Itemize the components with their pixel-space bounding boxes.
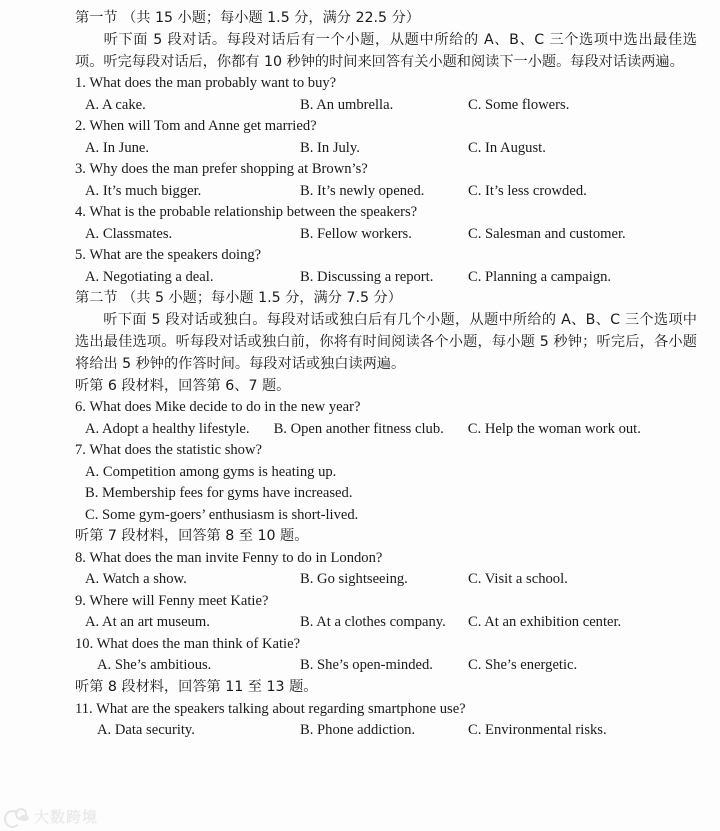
question-11-option-c[interactable]: C. Environmental risks. — [468, 722, 607, 738]
question-11-option-b[interactable]: B. Phone addiction. — [300, 722, 416, 738]
question-8-option-c[interactable]: C. Visit a school. — [468, 571, 568, 588]
question-1-option-c[interactable]: C. Some flowers. — [468, 96, 570, 113]
question-8-stem: 8. What does the man invite Fenny to do in London? — [75, 549, 383, 566]
question-7-stem: 7. What does the statistic show? — [75, 442, 262, 459]
question-4-stem: 4. What is the probable relationship between the speakers? — [75, 204, 418, 221]
question-5-option-a[interactable]: A. Negotiating a deal. — [85, 268, 214, 285]
question-10-option-b[interactable]: B. She’s open-minded. — [300, 657, 433, 674]
question-7-option-a[interactable]: A. Competition among gyms is heating up. — [85, 463, 337, 480]
section-two-heading: 第二节 （共 5 小题；每小题 1.5 分，满分 7.5 分） — [75, 290, 402, 307]
section-one-instruction — [75, 30, 697, 74]
question-2-option-c[interactable]: C. In August. — [468, 139, 546, 156]
question-9-option-a[interactable]: A. At an art museum. — [85, 614, 210, 631]
question-7-option-c[interactable]: C. Some gym-goers’ enthusiasm is short-lived. — [85, 506, 359, 523]
page-content — [75, 8, 700, 742]
question-3-options — [75, 181, 700, 203]
material-8-label: 听第 8 段材料，回答第 11 至 13 题。 — [75, 678, 318, 695]
question-4-options — [75, 224, 700, 246]
question-5-option-b[interactable]: B. Discussing a report. — [300, 268, 434, 285]
logo-arc-shape — [4, 810, 21, 828]
circles-logo-icon — [4, 808, 30, 826]
question-11-option-a[interactable]: A. Data security. — [97, 722, 195, 738]
question-6-options — [75, 419, 700, 441]
section-one-instruction-text: 听下面 5 段对话。每段对话后有一个小题，从题中所给的 A、B、C 三个选项中选出最佳选项。听完每段对话后，你都有 10 秒钟的时间来回答有关小题和阅读下一小题。每段对话读两遍。 — [75, 31, 697, 70]
question-1-stem: 1. What does the man probably want to buy? — [75, 75, 337, 92]
logo-ring-shape — [15, 808, 27, 820]
question-4-option-c[interactable]: C. Salesman and customer. — [468, 225, 626, 242]
question-4-option-a[interactable]: A. Classmates. — [85, 225, 173, 242]
question-10-option-c[interactable]: C. She’s energetic. — [468, 657, 578, 674]
question-1-options — [75, 95, 700, 117]
material-6-label: 听第 6 段材料，回答第 6、7 题。 — [75, 377, 291, 394]
question-2-options — [75, 138, 700, 160]
question-8-option-b[interactable]: B. Go sightseeing. — [300, 571, 408, 588]
question-8-option-a[interactable]: A. Watch a show. — [85, 571, 187, 588]
question-4-option-b[interactable]: B. Fellow workers. — [300, 225, 412, 242]
question-9-options — [75, 612, 700, 634]
question-3-option-a[interactable]: A. It’s much bigger. — [85, 182, 202, 199]
section-one-heading: 第一节 （共 15 小题；每小题 1.5 分，满分 22.5 分） — [75, 10, 420, 26]
watermark — [4, 808, 98, 826]
question-2-option-a[interactable]: A. In June. — [85, 139, 150, 156]
question-3-option-b[interactable]: B. It’s newly opened. — [300, 182, 425, 199]
question-2-option-b[interactable]: B. In July. — [300, 139, 360, 156]
question-1-option-b[interactable]: B. An umbrella. — [300, 96, 394, 113]
material-7-label: 听第 7 段材料，回答第 8 至 10 题。 — [75, 528, 309, 545]
question-5-option-c[interactable]: C. Planning a campaign. — [468, 268, 612, 285]
logo-blob-shape — [20, 815, 29, 821]
question-10-option-a[interactable]: A. She’s ambitious. — [97, 657, 212, 674]
question-7-option-b[interactable]: B. Membership fees for gyms have increased. — [85, 485, 353, 502]
question-11-options — [75, 720, 700, 742]
question-5-stem: 5. What are the speakers doing? — [75, 247, 262, 264]
watermark-text: 大数跨境 — [34, 808, 99, 826]
section-two-instruction-text: 听下面 5 段对话或独白。每段对话或独白后有几个小题，从题中所给的 A、B、C 三个选项中选出最佳选项。听每段对话或独白前，你将有时间阅读各个小题，每小题 5 秒钟；听完后，各小题将给出 5 秒钟的作答时间。每段对话或独白读两遍。 — [75, 312, 697, 372]
question-6-stem: 6. What does Mike decide to do in the new year? — [75, 399, 361, 416]
question-6-option-a[interactable]: A. Adopt a healthy lifestyle. — [85, 420, 250, 437]
question-9-stem: 9. Where will Fenny meet Katie? — [75, 592, 269, 609]
question-2-stem: 2. When will Tom and Anne get married? — [75, 118, 317, 135]
question-3-stem: 3. Why does the man prefer shopping at Brown’s? — [75, 161, 368, 178]
question-10-stem: 10. What does the man think of Katie? — [75, 635, 301, 652]
question-5-options — [75, 267, 700, 289]
question-11-stem: 11. What are the speakers talking about regarding smartphone use? — [75, 700, 466, 717]
question-10-options — [75, 655, 700, 677]
question-6-option-c[interactable]: C. Help the woman work out. — [467, 420, 641, 437]
question-9-option-c[interactable]: C. At an exhibition center. — [468, 614, 622, 631]
question-8-options — [75, 569, 700, 591]
question-3-option-c[interactable]: C. It’s less crowded. — [468, 182, 587, 199]
question-1-option-a[interactable]: A. A cake. — [85, 96, 146, 113]
question-6-option-b[interactable]: B. Open another fitness club. — [273, 420, 444, 437]
section-two-instruction — [75, 310, 697, 376]
question-9-option-b[interactable]: B. At a clothes company. — [300, 614, 446, 631]
